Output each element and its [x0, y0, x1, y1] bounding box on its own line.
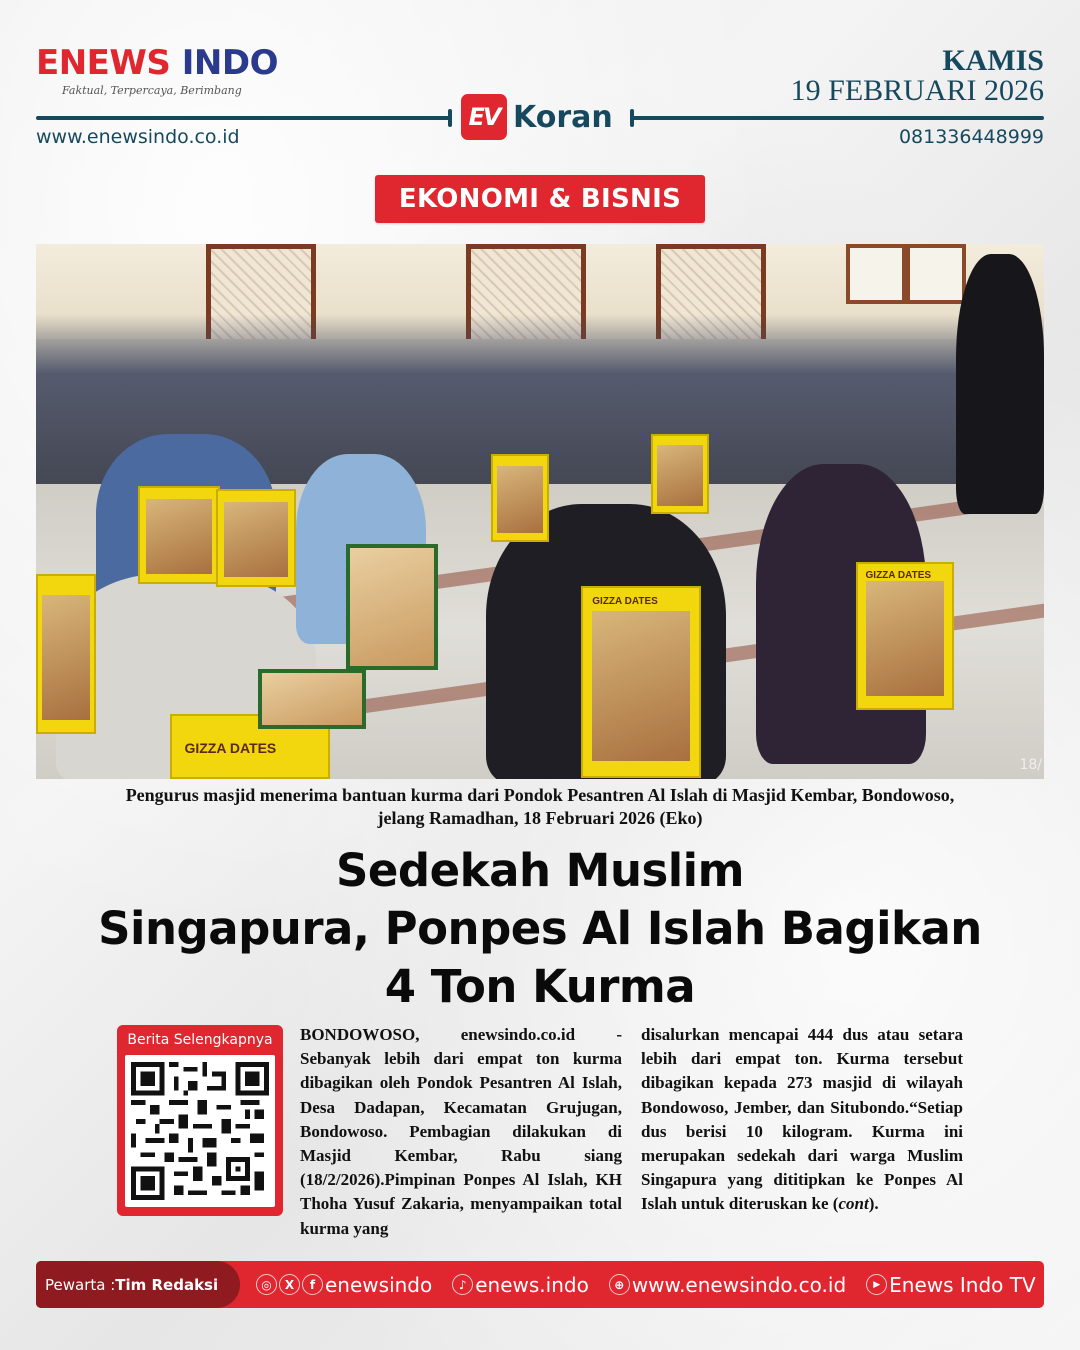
brand-name-part1: ENEWS [36, 43, 171, 83]
edition-badge [461, 94, 613, 140]
date-box: GIZZA DATES [170, 714, 330, 779]
reporter-name: Tim Redaksi [115, 1275, 219, 1294]
photo-window [906, 244, 966, 304]
globe-icon[interactable]: ⊕ [609, 1274, 630, 1295]
date-box: GIZZA DATES [581, 586, 701, 778]
caption-line-2: jelang Ramadhan, 18 Februari 2026 (Eko) [377, 808, 703, 828]
tiktok-handle-text[interactable]: enews.indo [475, 1272, 589, 1297]
qr-title: Berita Selengkapnya [127, 1032, 273, 1048]
continued-marker: cont [838, 1194, 869, 1214]
caption-line-1: Pengurus masjid menerima bantuan kurma dari Pondok Pesantren Al Islah di Masjid Kembar, Bondowoso, [125, 785, 955, 805]
headline-line-2: Singapura, Ponpes Al Islah Bagikan [98, 902, 982, 955]
header-website-link[interactable]: www.enewsindo.co.id [36, 126, 240, 148]
issue-full-date: 19 FEBRUARI 2026 [790, 74, 1044, 107]
header-divider-cap-left [448, 109, 452, 127]
issue-day: KAMIS [942, 44, 1044, 77]
qr-code-icon[interactable] [125, 1055, 275, 1207]
date-box-green [258, 669, 366, 729]
tiktok-icon[interactable]: ♪ [452, 1274, 473, 1295]
youtube-channel-text[interactable]: Enews Indo TV [889, 1272, 1036, 1297]
tiktok-link[interactable] [452, 1273, 589, 1297]
article-column-1: BONDOWOSO, enewsindo.co.id - Sebanyak lebih dari empat ton kurma dibagikan oleh Pondok Pesantren Al Islah, Desa Dadapan, Kecamatan Grujugan, Bondowoso. Pembagian dilakukan di Masjid Kembar, Rabu siang (18/2/2026).Pimpinan Ponpes Al Islah, KH Thoha Yusuf Zakaria, menyampaikan total kurma yang [300, 1025, 622, 1238]
photo-person [956, 254, 1044, 514]
social-handle-link[interactable] [256, 1273, 432, 1297]
footer-bar [36, 1261, 1044, 1308]
social-handle-text[interactable]: enewsindo [325, 1272, 433, 1297]
issue-date [791, 46, 1044, 107]
x-twitter-icon[interactable]: X [279, 1274, 300, 1295]
brand-name [36, 43, 278, 83]
photo-window [846, 244, 906, 304]
date-box: GIZZA DATES [856, 562, 954, 710]
edition-label: Koran [513, 99, 613, 135]
header-phone: 081336448999 [898, 126, 1044, 148]
headline-line-3: 4 Ton Kurma [384, 960, 696, 1013]
instagram-icon[interactable]: ◎ [256, 1274, 277, 1295]
brand-tagline: Faktual, Terpercaya, Berimbang [62, 84, 242, 97]
date-box [491, 454, 549, 542]
category-badge: EKONOMI & BISNIS [375, 175, 705, 223]
youtube-icon[interactable]: ▶ [866, 1274, 887, 1295]
header-divider-right [630, 116, 1044, 120]
brand-logo [36, 43, 278, 97]
facebook-icon[interactable]: f [302, 1274, 323, 1295]
photo-caption [36, 784, 1044, 830]
article-column-2 [641, 1023, 963, 1217]
youtube-link[interactable] [866, 1273, 1036, 1297]
header-divider-left [36, 116, 450, 120]
date-box [138, 486, 220, 584]
website-text[interactable]: www.enewsindo.co.id [631, 1272, 847, 1297]
date-box [36, 574, 96, 734]
reporter-credit [36, 1261, 240, 1308]
article-column-2-text: disalurkan mencapai 444 dus atau setara lebih dari empat ton. Kurma tersebut dibagikan kepada 273 masjid di wilayah Bondowoso, Jember, dan Situbondo.“Setiap dus berisi 10 kilogram. Kurma ini merupakan sedekah dari warga Muslim Singapura yang dititipkan ke Ponpes Al Islah untuk diteruskan ke ( [641, 1025, 963, 1214]
date-box [651, 434, 709, 514]
article-headline [36, 842, 1044, 1016]
social-links [256, 1273, 1036, 1297]
date-box [216, 489, 296, 587]
news-photo [36, 244, 1044, 779]
ev-logo-icon: EV [461, 94, 507, 140]
header-divider-cap-right [630, 109, 634, 127]
qr-card[interactable] [117, 1025, 283, 1216]
date-box-green [346, 544, 438, 670]
headline-line-1: Sedekah Muslim [336, 844, 744, 897]
reporter-label: Pewarta : [45, 1275, 116, 1294]
photo-timestamp-overlay: 18/ [1019, 757, 1042, 773]
website-link[interactable] [609, 1273, 846, 1297]
article-column-2-end: ). [868, 1194, 879, 1214]
brand-name-part2: INDO [181, 43, 278, 83]
